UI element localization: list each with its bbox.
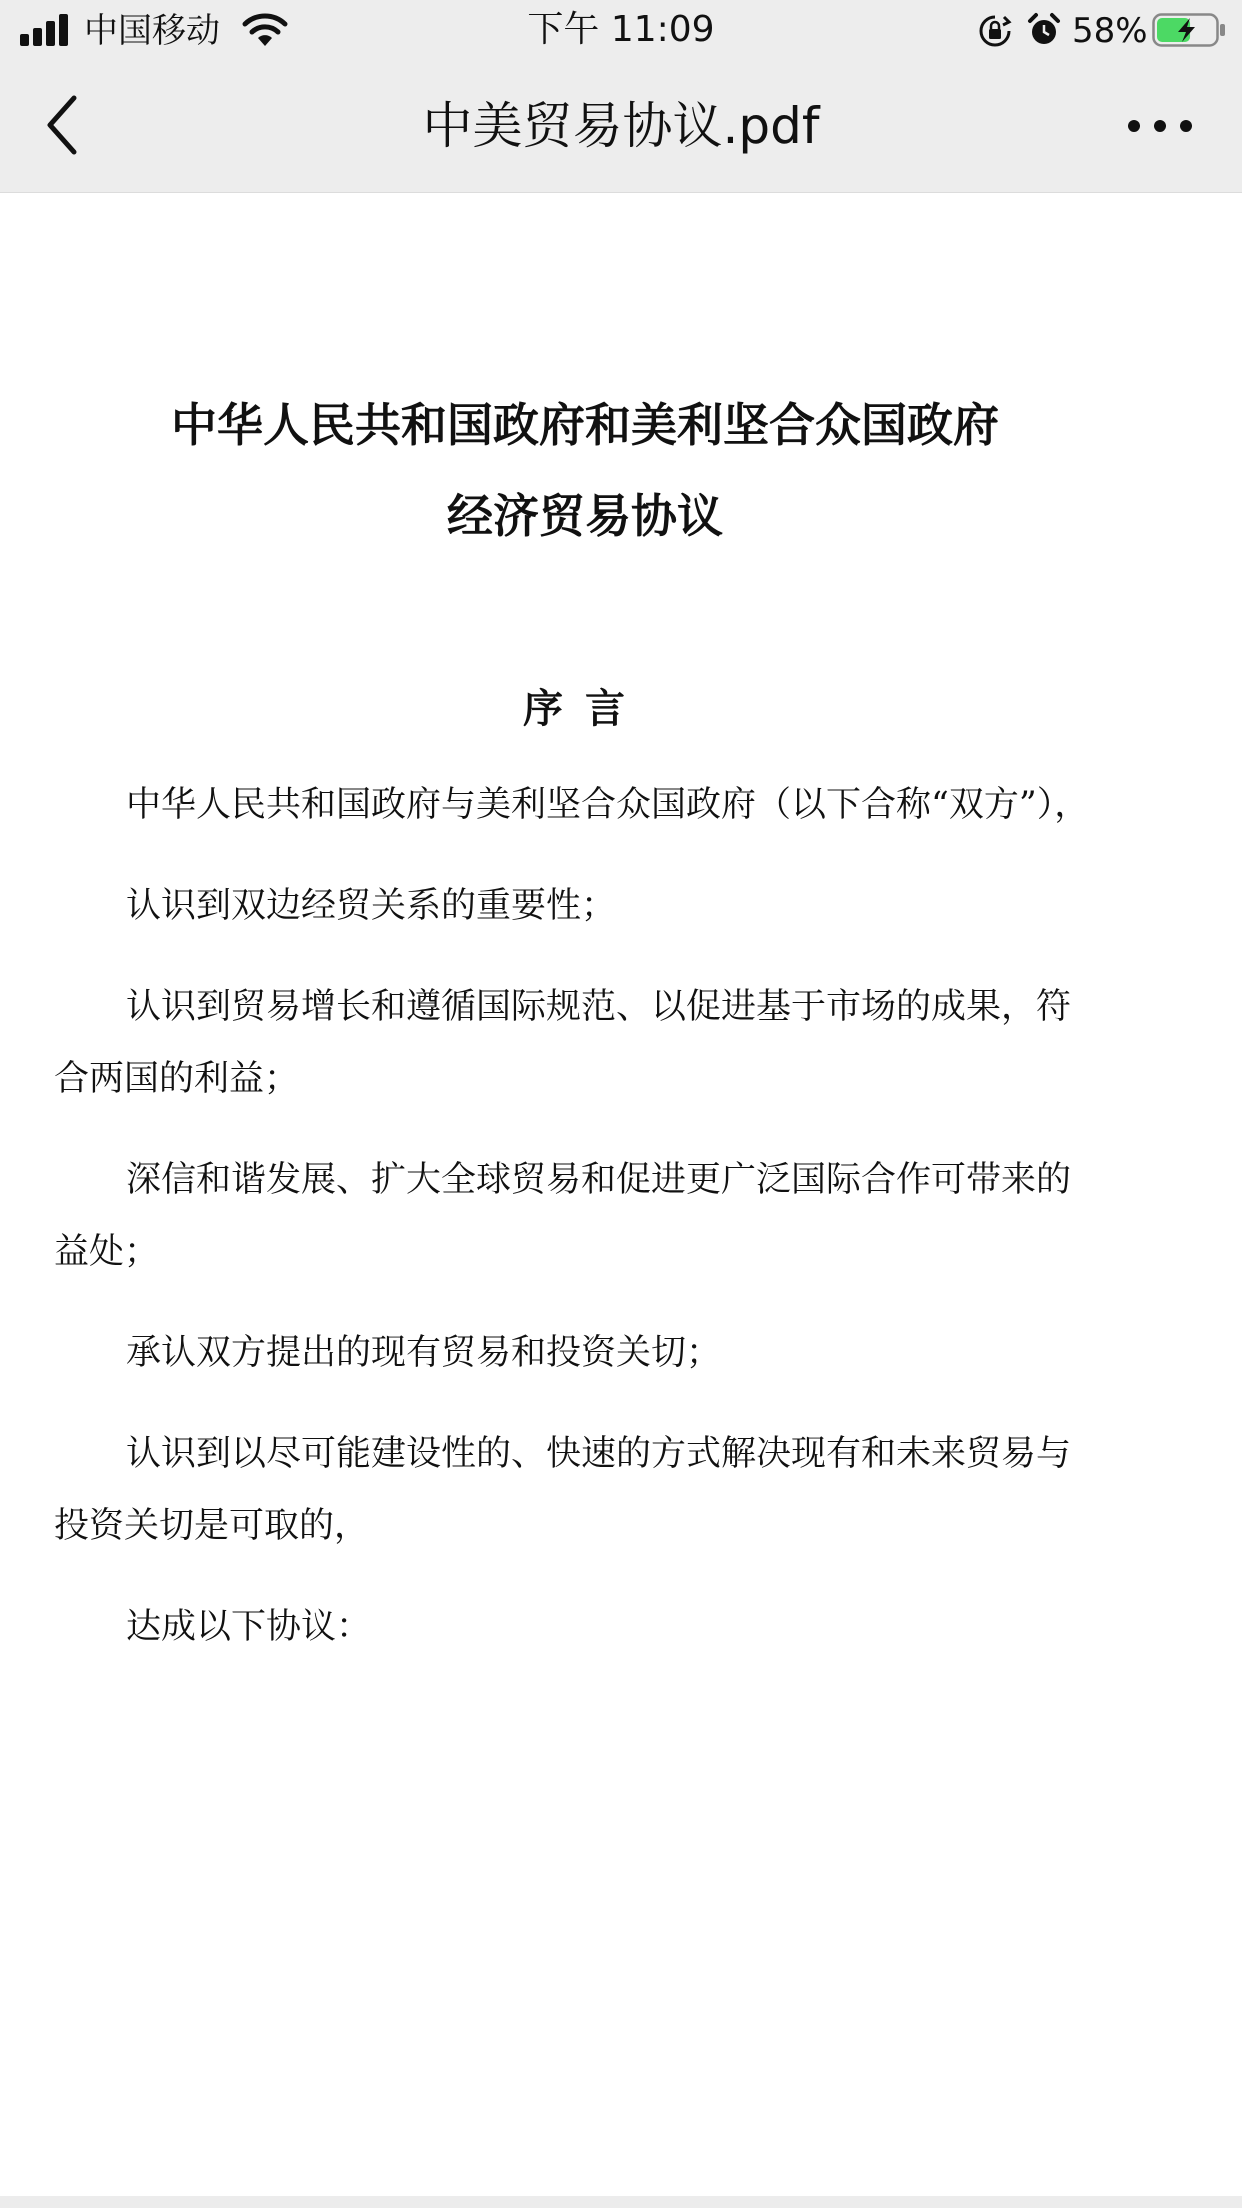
battery-percent: 58% xyxy=(1072,11,1148,51)
status-bar xyxy=(0,0,1242,62)
paragraph-3-cont: 合两国的利益； xyxy=(54,1059,300,1099)
section-heading-preface: 序言 xyxy=(523,685,647,732)
more-dots-icon[interactable] xyxy=(1120,96,1200,156)
rotation-lock-icon xyxy=(978,14,1012,48)
paragraph-5: 承认双方提出的现有贸易和投资关切； xyxy=(126,1333,722,1373)
status-time: 下午 11:09 xyxy=(527,9,715,50)
carrier-name: 中国移动 xyxy=(84,11,220,51)
paragraph-7: 达成以下协议： xyxy=(126,1607,372,1647)
paragraph-6-cont: 投资关切是可取的， xyxy=(54,1506,370,1546)
nav-bar xyxy=(0,62,1242,193)
agreement-title-line2: 经济贸易协议 xyxy=(447,489,723,543)
document-title: 中美贸易协议.pdf xyxy=(422,97,820,155)
chevron-left-icon[interactable] xyxy=(30,90,100,160)
paragraph-2: 认识到双边经贸关系的重要性； xyxy=(126,886,617,926)
pdf-page[interactable] xyxy=(0,193,1242,2193)
paragraph-1: 中华人民共和国政府与美利坚合众国政府（以下合称“双方”）， xyxy=(126,785,1090,825)
paragraph-4-cont: 益处； xyxy=(54,1232,160,1272)
alarm-icon xyxy=(1026,12,1062,48)
agreement-title-line1: 中华人民共和国政府和美利坚合众国政府 xyxy=(171,398,999,452)
paragraph-6: 认识到以尽可能建设性的、快速的方式解决现有和未来贸易与 xyxy=(126,1434,1072,1474)
page-bottom-edge xyxy=(0,2196,1242,2208)
paragraph-3: 认识到贸易增长和遵循国际规范、以促进基于市场的成果，符 xyxy=(126,987,1072,1027)
battery-charging-icon xyxy=(1152,12,1228,48)
paragraph-4: 深信和谐发展、扩大全球贸易和促进更广泛国际合作可带来的 xyxy=(126,1160,1072,1200)
